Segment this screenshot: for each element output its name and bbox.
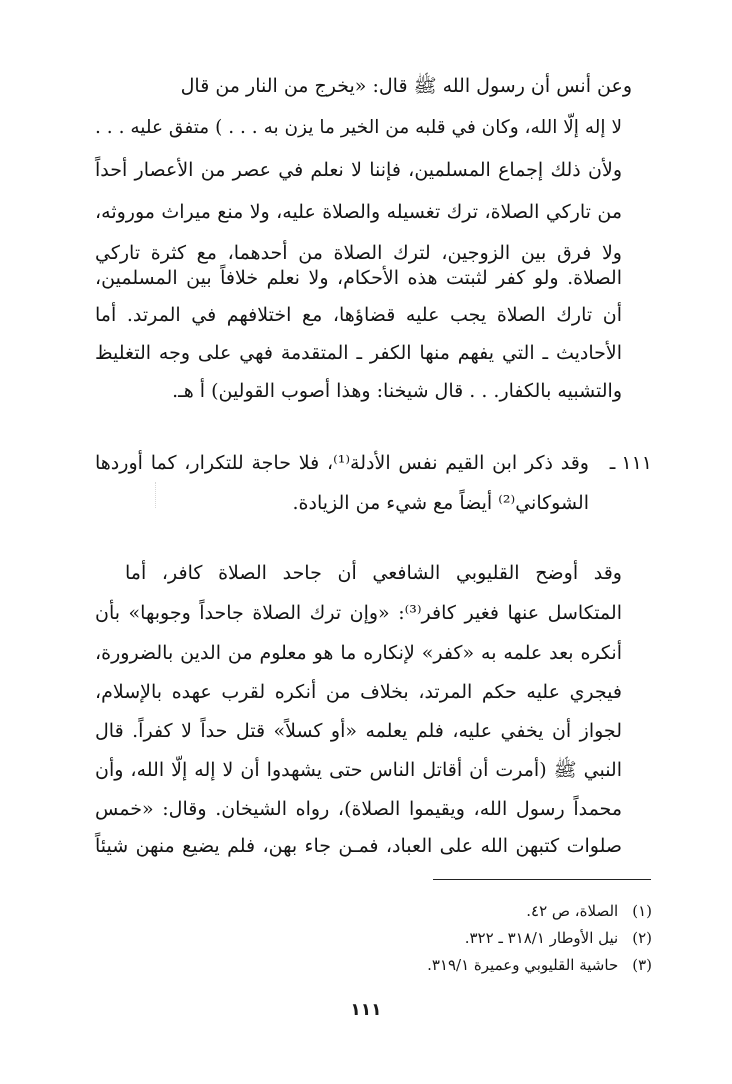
footnote-separator	[433, 879, 651, 880]
text-line: لجواز أن يخفي عليه، فلم يعلمه «أو كسلاً» قتل حداً لا كفراً. قال	[95, 720, 622, 742]
footnote-text: نيل الأوطار ٣١٨/١ ـ ٣٢٢.	[464, 929, 619, 947]
text-line: الأحاديث ـ التي يفهم منها الكفر ـ المتقدمة فهي على وجه التغليظ	[95, 342, 622, 364]
scan-mark	[155, 482, 159, 508]
page-number: ١١١	[350, 1000, 382, 1020]
text-line: ولا فرق بين الزوجين، لترك الصلاة من أحدهما، مع كثرة تاركي	[95, 242, 622, 264]
paragraph-number: ١١١ ـ	[609, 452, 652, 474]
text-line: الصلاة. ولو كفر لثبتت هذه الأحكام، ولا نعلم خلافاً بين المسلمين،	[95, 267, 622, 289]
text-line: وقد أوضح القليوبي الشافعي أن جاحد الصلاة كافر، أما	[125, 562, 622, 584]
text-line: والتشبيه بالكفار. . . قال شيخنا: وهذا أصوب القولين) أ هـ.	[172, 380, 622, 402]
text-line: المتكاسل عنها فغير كافر⁽³⁾: «وإن ترك الصلاة جاحداً وجوبها» بأن	[95, 602, 622, 624]
text-line: من تاركي الصلاة، ترك تغسيله والصلاة عليه، ولا منع ميراث موروثه،	[95, 201, 622, 223]
footnote-number: (٢)	[632, 929, 652, 947]
text-line: أنكره بعد علمه به «كفر» لإنكاره ما هو معلوم من الدين بالضرورة،	[95, 642, 622, 664]
text-line: النبي ﷺ (أمرت أن أقاتل الناس حتى يشهدوا أن لا إله إلّا الله، وأن	[95, 759, 622, 781]
text-line: الشوكاني⁽²⁾ أيضاً مع شيء من الزيادة.	[292, 492, 589, 514]
footnote	[427, 952, 652, 978]
text-line: لا إله إلّا الله، وكان في قلبه من الخير ما يزن به . . . ) متفق عليه . . .	[95, 117, 622, 138]
text-line: صلوات كتبهن الله على العباد، فمـن جاء بهن، فلم يضيع منهن شيئاً	[95, 835, 622, 857]
text-line: أن تارك الصلاة يجب عليه قضاؤها، مع اختلافهم في المرتد. أما	[95, 304, 622, 326]
text-line: محمداً رسول الله، ويقيموا الصلاة)، رواه الشيخان. وقال: «خمس	[95, 798, 622, 820]
footnote-number: (٣)	[632, 956, 652, 974]
footnote	[526, 898, 652, 924]
text-line: وقد ذكر ابن القيم نفس الأدلة⁽¹⁾، فلا حاجة للتكرار، كما أوردها	[95, 452, 589, 474]
text-line: وعن أنس أن رسول الله ﷺ قال: «يخرج من النار من قال	[180, 75, 632, 97]
text-line: ولأن ذلك إجماع المسلمين، فإننا لا نعلم في عصر من الأعصار أحداً	[95, 159, 622, 181]
footnote-number: (١)	[632, 902, 652, 920]
footnote	[465, 925, 652, 951]
footnote-text: الصلاة، ص ٤٢.	[526, 902, 619, 920]
text-line: فيجري عليه حكم المرتد، بخلاف من أنكره لقرب عهده بالإسلام،	[95, 681, 622, 703]
footnote-text: حاشية القليوبي وعميرة ٣١٩/١.	[427, 956, 619, 974]
